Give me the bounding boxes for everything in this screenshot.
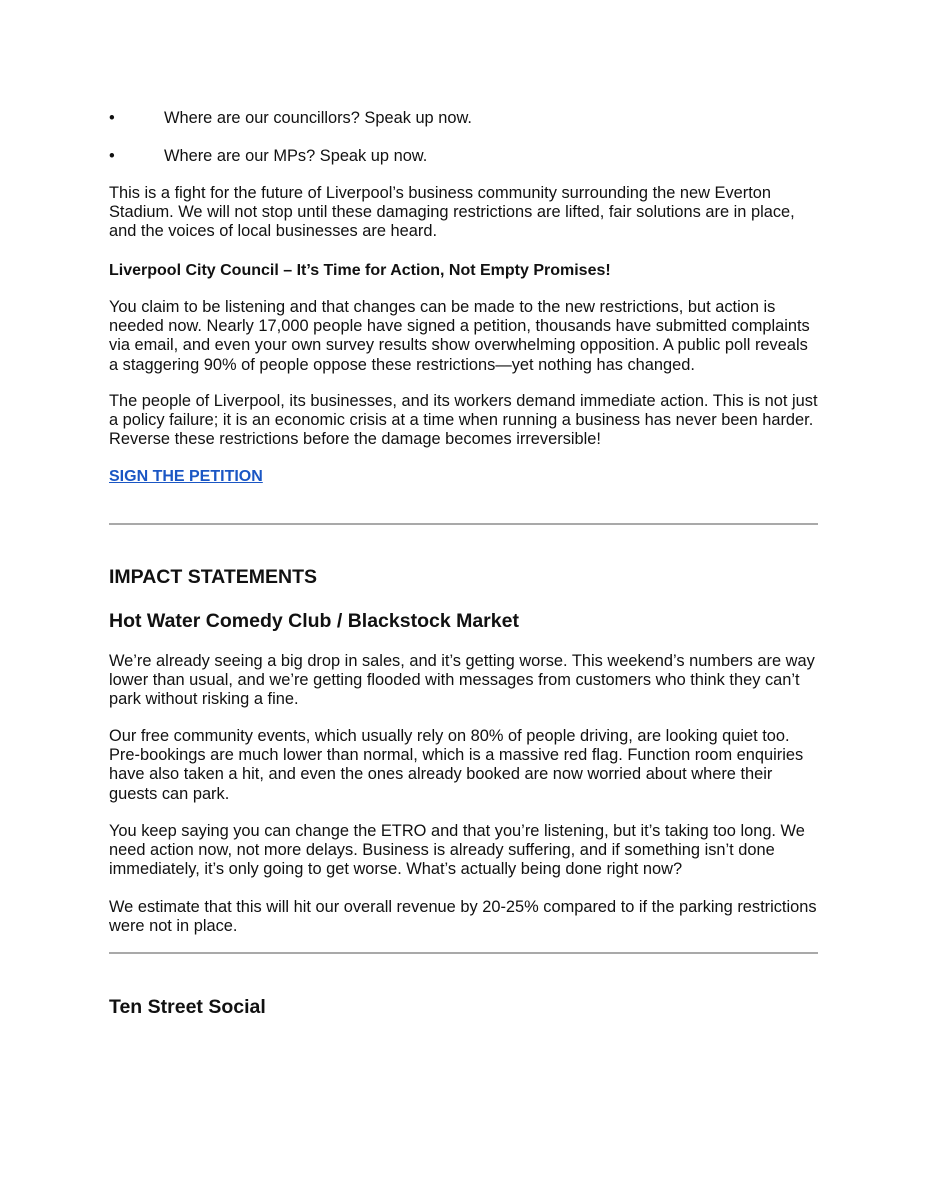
ten-street-heading: Ten Street Social (109, 996, 266, 1018)
impact-statements-heading: IMPACT STATEMENTS (109, 566, 317, 588)
hot-water-heading: Hot Water Comedy Club / Blackstock Market (109, 610, 519, 632)
bullet-text: Where are our councillors? Speak up now. (164, 109, 472, 127)
hot-water-paragraph-2: Our free community events, which usually rely on 80% of people driving, are looking quiet too. Pre-bookings are much lower than normal, which is a massive red flag. Function room enquiries have also taken a hit, and even the ones already booked are now worried about where their guests can park. (109, 727, 804, 803)
fight-paragraph: This is a fight for the future of Liverpool’s business community surrounding the new Everton Stadium. We will not stop until these damaging restrictions are lifted, fair solutions are in place, and the voices of local businesses are heard. (109, 184, 795, 241)
hot-water-paragraph-1: We’re already seeing a big drop in sales, and it’s getting worse. This weekend’s numbers are way lower than usual, and we’re getting flooded with messages from customers who think they can’t park without risking a fine. (109, 652, 815, 709)
sign-petition-link[interactable]: SIGN THE PETITION (109, 468, 263, 485)
people-paragraph: The people of Liverpool, its businesses, and its workers demand immediate action. This is not just a policy failure; it is an economic crisis at a time when running a business has never been harder. Reverse these restrictions before the damage becomes irreversible! (109, 392, 818, 449)
bullet-marker: • (109, 109, 115, 127)
hot-water-paragraph-3: You keep saying you can change the ETRO and that you’re listening, but it’s taking too long. We need action now, not more delays. Business is already suffering, and if something isn’t done immediately, it’s only going to get worse. What’s actually being done right now? (109, 822, 805, 879)
claim-paragraph: You claim to be listening and that changes can be made to the new restrictions, but action is needed now. Nearly 17,000 people have signed a petition, thousands have submitted complaints via email, and even your own survey results show overwhelming opposition. A public poll reveals a staggering 90% of people oppose these restrictions—yet nothing has changed. (109, 298, 810, 374)
section-divider (109, 523, 818, 525)
bullet-marker: • (109, 147, 115, 165)
hot-water-paragraph-4: We estimate that this will hit our overall revenue by 20-25% compared to if the parking restrictions were not in place. (109, 898, 817, 936)
bullet-text: Where are our MPs? Speak up now. (164, 147, 428, 165)
council-heading: Liverpool City Council – It’s Time for Action, Not Empty Promises! (109, 262, 611, 279)
section-divider (109, 952, 818, 954)
